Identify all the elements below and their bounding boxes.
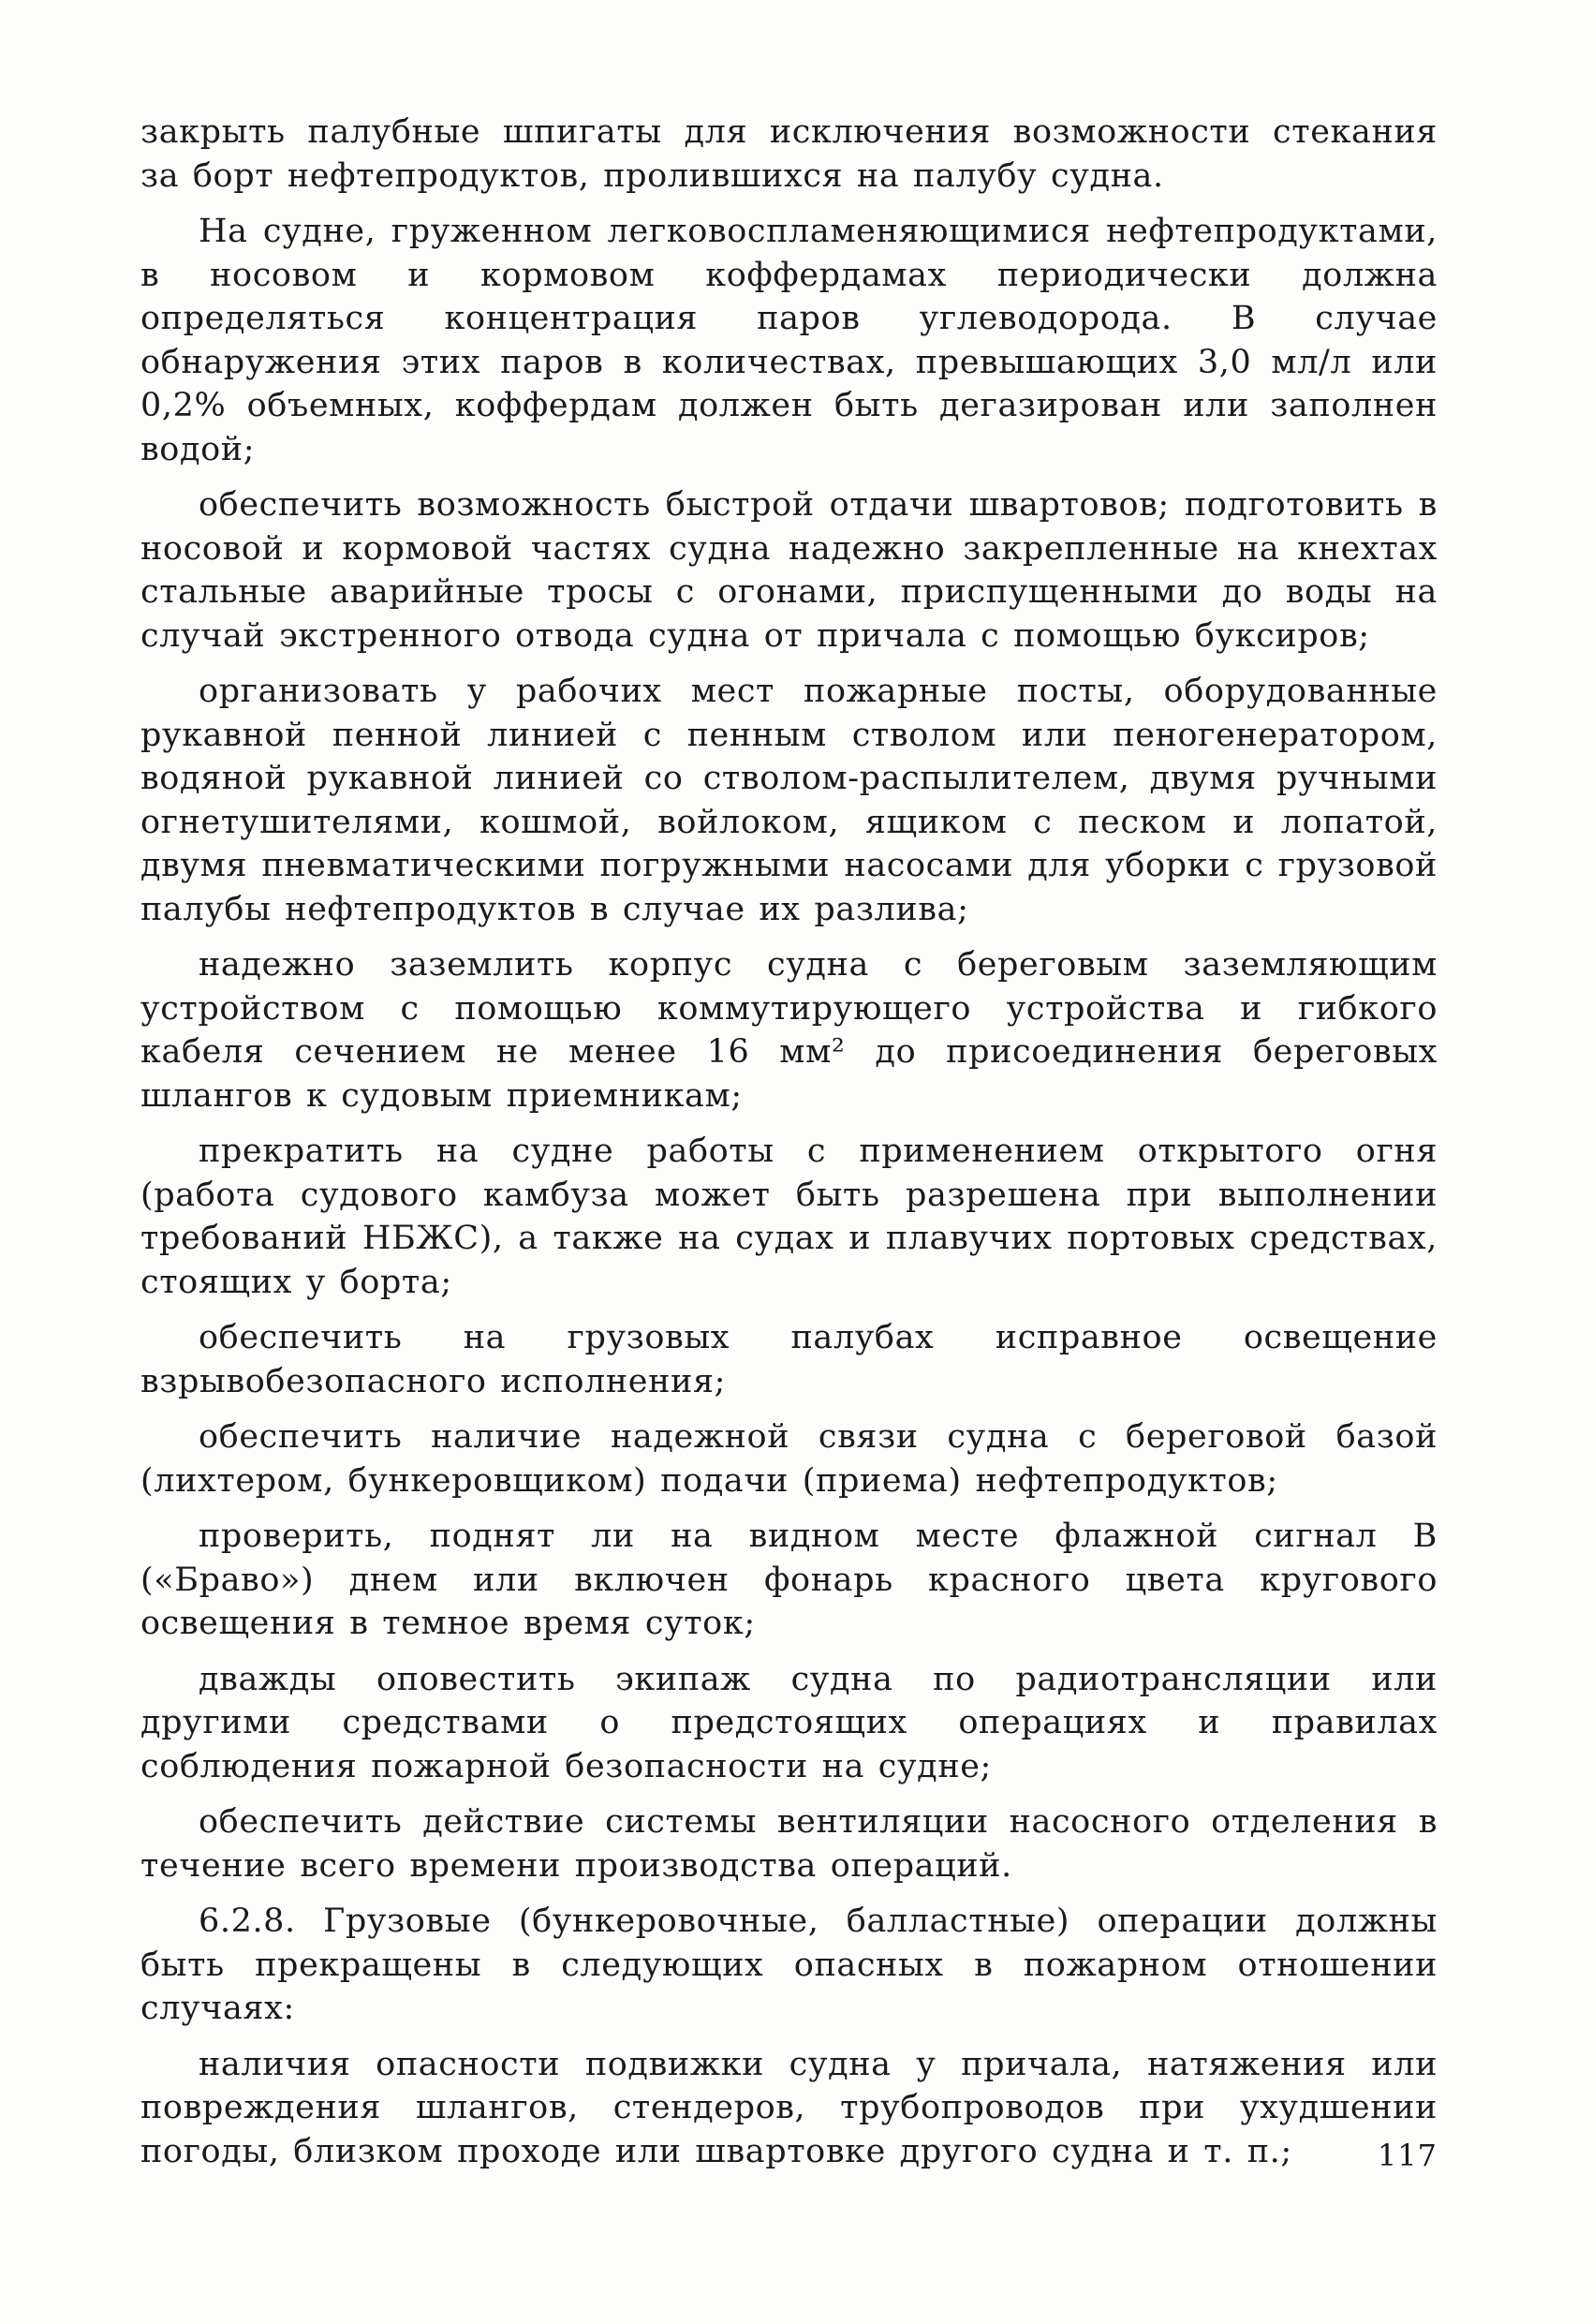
paragraph-lighting: обеспечить на грузовых палубах исправное освещение взрывобезопасного исполнения;	[140, 1319, 1438, 1400]
paragraph-open-fire: прекратить на судне работы с применением открытого огня (работа судового камбуза может быть разрешена при выполнении требований НБЖС), а также на судах и плавучих портовых средствах, стоящих у борта;	[140, 1132, 1438, 1301]
paragraph-section-6-2-8: 6.2.8. Грузовые (бункеровочные, балластные) операции должны быть прекращены в следующих опасных в пожарном отношении случаях:	[140, 1902, 1438, 2027]
paragraph-crew-notice: дважды оповестить экипаж судна по радиотрансляции или другими средствами о предстоящих операциях и правилах соблюдения пожарной безопасности на судне;	[140, 1660, 1438, 1785]
page-number: 117	[1377, 2138, 1438, 2173]
paragraph-scuppers: закрыть палубные шпигаты для исключения возможности стекания за борт нефтепродуктов, пролившихся на палубу судна.	[140, 113, 1438, 195]
paragraph-signal-flag: проверить, поднят ли на видном месте флажной сигнал В («Браво») днем или включен фонарь красного цвета кругового освещения в темное время суток;	[140, 1517, 1438, 1642]
paragraph-cofferdam-gas: На судне, груженном легковоспламеняющимися нефтепродуктами, в носовом и кормовом коффердамах периодически должна определяться концентрация паров углеводорода. В случае обнаружения этих паров в количествах, превышающих 3,0 мл/л или 0,2% объемных, коффердам должен быть дегазирован или заполнен водой;	[140, 213, 1438, 468]
body-text	[140, 111, 1438, 2185]
paragraph-ventilation: обеспечить действие системы вентиляции насосного отделения в течение всего времени производства операций.	[140, 1803, 1438, 1885]
paragraph-communication: обеспечить наличие надежной связи судна с береговой базой (лихтером, бункеровщиком) подачи (приема) нефтепродуктов;	[140, 1418, 1438, 1500]
paragraph-grounding: надежно заземлить корпус судна с береговым заземляющим устройством с помощью коммутирующего устройства и гибкого кабеля сечением не менее 16 мм² до присоединения береговых шлангов к судовым приемникам;	[140, 946, 1438, 1115]
paragraph-fire-posts: организовать у рабочих мест пожарные посты, оборудованные рукавной пенной линией с пенным стволом или пеногенератором, водяной рукавной линией со стволом-распылителем, двумя ручными огнетушителями, кошмой, войлоком, ящиком с песком и лопатой, двумя пневматическими погружными насосами для уборки с грузовой палубы нефтепродуктов в случае их разлива;	[140, 673, 1438, 928]
paragraph-mooring-lines: обеспечить возможность быстрой отдачи швартовов; подготовить в носовой и кормовой частях судна надежно закрепленные на кнехтах стальные аварийные тросы с огонами, приспущенными до воды на случай экстренного отвода судна от причала с помощью буксиров;	[140, 486, 1438, 655]
paragraph-hazard-cases: наличия опасности подвижки судна у причала, натяжения или повреждения шлангов, стендеров, трубопроводов при ухудшении погоды, близком проходе или швартовке другого судна и т. п.;	[140, 2045, 1438, 2170]
